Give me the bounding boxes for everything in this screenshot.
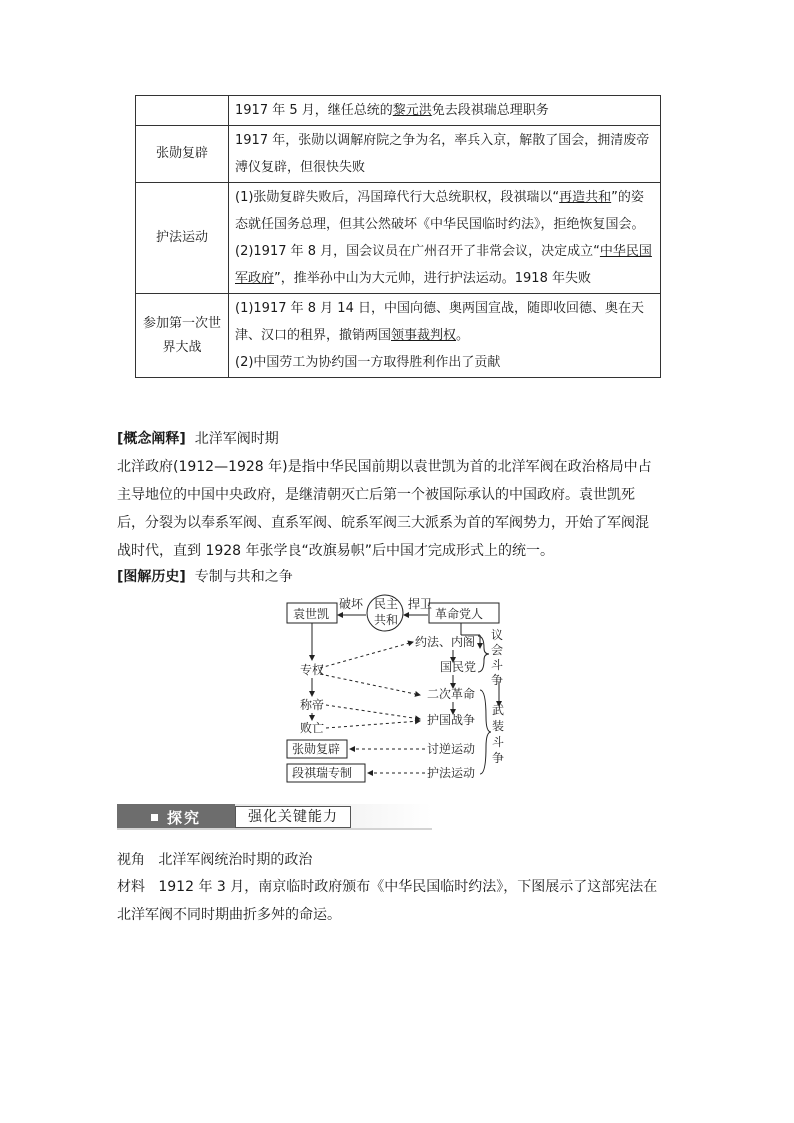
underlined-term: 中华民国军政府 bbox=[235, 244, 652, 286]
wuzhuang-char: 争 bbox=[492, 751, 505, 765]
pohuai-label: 破坏 bbox=[339, 597, 364, 611]
square-bullet-icon bbox=[151, 814, 158, 821]
concept-heading bbox=[117, 425, 662, 453]
yihui-char: 议 bbox=[491, 628, 504, 642]
geming-label: 革命党人 bbox=[435, 607, 484, 621]
hufa-label: 护法运动 bbox=[427, 766, 476, 780]
diagram-title: 专制与共和之争 bbox=[194, 569, 293, 585]
zhangxun-label: 张勋复辟 bbox=[292, 742, 341, 756]
banner-dark-block bbox=[117, 804, 235, 830]
material-label: 材料 bbox=[117, 879, 145, 895]
baiwang-to-huguo-arrow bbox=[326, 721, 420, 728]
chengdi-to-huguo-arrow bbox=[326, 705, 420, 719]
wuzhuang-char: 装 bbox=[492, 719, 505, 733]
yuefa-label: 约法、内阁 bbox=[415, 635, 476, 649]
table-row bbox=[136, 294, 661, 378]
view-line bbox=[117, 846, 662, 874]
yihui-char: 斗 bbox=[491, 658, 504, 672]
banner-title: 探究 bbox=[167, 809, 202, 827]
concept-title: 北洋军阀时期 bbox=[194, 431, 279, 447]
underlined-term: 领事裁判权 bbox=[391, 328, 457, 343]
zhuanquan-to-yuefa-arrow bbox=[320, 642, 413, 668]
concept-label: [概念阐释] bbox=[117, 431, 186, 447]
yihui-char: 会 bbox=[491, 643, 504, 657]
underlined-term: 再造共和 bbox=[559, 190, 612, 205]
row-line: (1)张勋复辟失败后，冯国璋代行大总统职权，段祺瑞以“再造共和”的姿态就任国务总理，但其公然破坏《中华民国临时约法》，拒绝恢复国会。 bbox=[235, 190, 645, 232]
underlined-term: 黎元洪 bbox=[392, 103, 432, 118]
row-body bbox=[229, 96, 661, 126]
row-body bbox=[229, 126, 661, 183]
diagram-heading bbox=[117, 563, 662, 591]
history-table bbox=[135, 95, 661, 378]
view-text: 北洋军阀统治时期的政治 bbox=[158, 852, 313, 868]
section-banner bbox=[117, 804, 432, 830]
table-row bbox=[136, 96, 661, 126]
concept-body: 北洋政府(1912—1928 年)是指中华民国前期以袁世凯为首的北洋军阀在政治格局中占主导地位的中国中央政府，是继清朝灭亡后第一个被国际承认的中国政府。袁世凯死后，分裂为以奉系军阀、直系军阀、皖系军阀三大派系为首的军阀势力，开始了军阀混战时代，直到 1928 年张学良“改旗易帜”后中国才完成形式上的统一。 bbox=[117, 459, 652, 559]
diagram-label: [图解历史] bbox=[117, 569, 186, 585]
guomindang-label: 国民党 bbox=[440, 660, 477, 674]
huguo-label: 护国战争 bbox=[427, 713, 476, 727]
zhuanquan-label: 专权 bbox=[300, 663, 325, 677]
minzhu-label: 民主 bbox=[374, 597, 399, 611]
row-head: 参加第一次世界大战 bbox=[136, 294, 229, 378]
material-text: 1912 年 3 月，南京临时政府颁布《中华民国临时约法》，下图展示了这部宪法在北洋军阀不同时期曲折多舛的命运。 bbox=[117, 879, 658, 923]
view-label: 视角 bbox=[117, 852, 145, 868]
wuzhuang-char: 武 bbox=[492, 703, 505, 717]
table-row bbox=[136, 183, 661, 294]
row-line: (2)中国劳工为协约国一方取得胜利作出了贡献 bbox=[235, 355, 501, 370]
banner-subtitle: 强化关键能力 bbox=[235, 806, 351, 828]
table-row bbox=[136, 126, 661, 183]
duan-label: 段祺瑞专制 bbox=[292, 766, 353, 780]
row-head: 张勋复辟 bbox=[136, 126, 229, 183]
row-line: (2)1917 年 8 月，国会议员在广州召开了非常会议，决定成立“中华民国军政府”，推举孙中山为大元帅，进行护法运动。1918 年失败 bbox=[235, 244, 652, 286]
baiwang-label: 败亡 bbox=[300, 721, 325, 735]
row-body bbox=[229, 294, 661, 378]
yuan-label: 袁世凯 bbox=[293, 607, 330, 621]
yihui-char: 争 bbox=[491, 673, 504, 687]
row-line: 1917 年，张勋以调解府院之争为名，率兵入京，解散了国会，拥清废帝溥仪复辟，但很快失败 bbox=[235, 133, 650, 175]
row-line: 1917 年 5 月，继任总统的黎元洪免去段祺瑞总理职务 bbox=[235, 103, 549, 118]
material-paragraph bbox=[117, 873, 662, 929]
chengdi-label: 称帝 bbox=[300, 698, 325, 712]
erci-label: 二次革命 bbox=[427, 687, 476, 701]
history-diagram bbox=[280, 592, 520, 788]
wuzhuang-brace bbox=[480, 690, 491, 774]
wuzhuang-char: 斗 bbox=[492, 735, 505, 749]
row-body bbox=[229, 183, 661, 294]
banner-underline bbox=[117, 828, 432, 830]
row-line: (1)1917 年 8 月 14 日，中国向德、奥两国宣战，随即收回德、奥在天津、汉口的租界，撤销两国领事裁判权。 bbox=[235, 301, 644, 343]
gonghe-label: 共和 bbox=[374, 613, 399, 627]
zhuanquan-to-erci-arrow bbox=[320, 674, 420, 695]
taoni-label: 讨逆运动 bbox=[427, 742, 476, 756]
row-head: 护法运动 bbox=[136, 183, 229, 294]
hanwei-label: 捍卫 bbox=[408, 597, 433, 611]
row-head bbox=[136, 96, 229, 126]
